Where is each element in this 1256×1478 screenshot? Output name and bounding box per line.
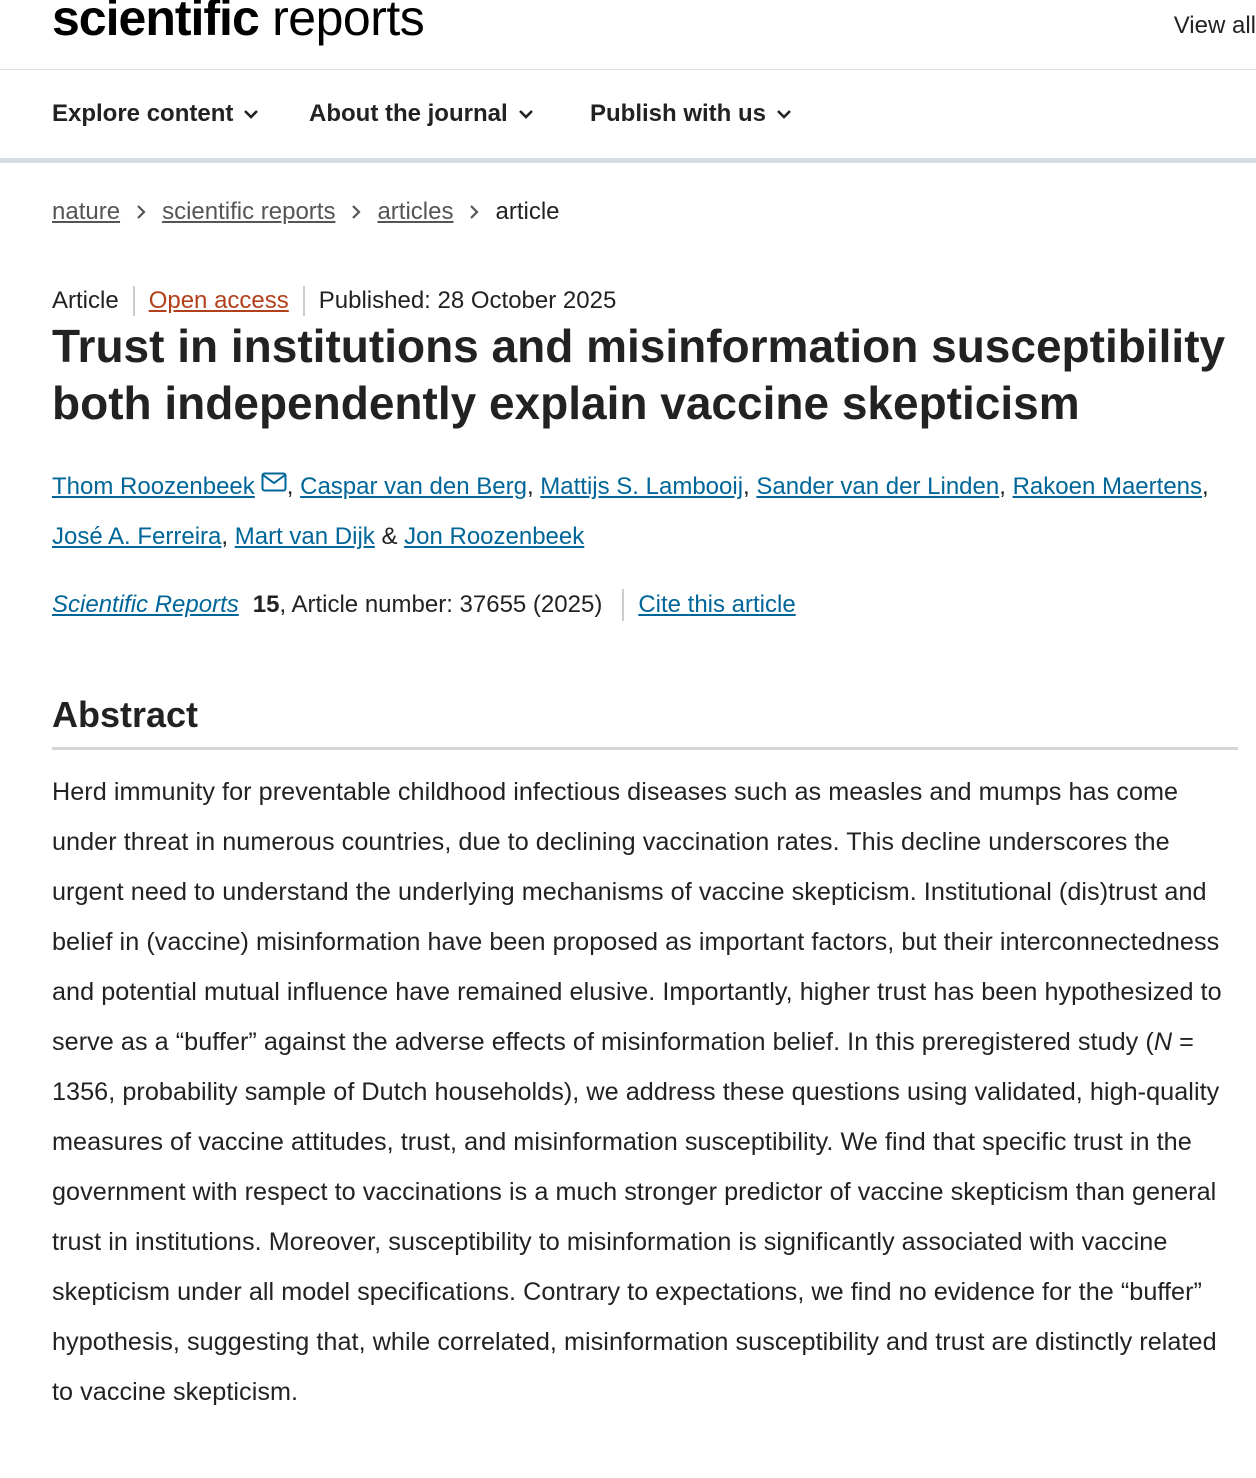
chevron-right-icon bbox=[349, 205, 363, 219]
nav-about-journal-label: About the journal bbox=[309, 100, 508, 127]
citation-divider bbox=[622, 589, 624, 621]
chevron-down-icon bbox=[243, 106, 259, 122]
article-meta bbox=[52, 286, 616, 316]
nav-publish-with-us-label: Publish with us bbox=[590, 100, 767, 127]
author-link[interactable]: Sander van der Linden bbox=[756, 473, 1000, 500]
author-separator: , bbox=[743, 473, 757, 500]
author-link[interactable]: Thom Roozenbeek bbox=[52, 473, 255, 500]
author-separator: & bbox=[374, 523, 405, 550]
breadcrumb-nature[interactable]: nature bbox=[52, 198, 121, 225]
author-link[interactable]: Jon Roozenbeek bbox=[404, 523, 585, 550]
chevron-right-icon bbox=[467, 205, 481, 219]
abstract-text-part-1: Herd immunity for preventable childhood infectious diseases such as measles and mumps has come under threat in numerous countries, due to declining vaccination rates. This decline underscores the urgent need to understand the underlying mechanisms of vaccine skepticism. Institutional (dis)trust and belief in (vaccine) misinformation have been proposed as important factors, but their interconnectedness and potential mutual influence have remained elusive. Importantly, higher trust has been hypothesized to serve as a “buffer” against the adverse effects of misinformation belief. In this preregistered study ( bbox=[52, 778, 1222, 1056]
site-header bbox=[0, 0, 1256, 70]
breadcrumb-current: article bbox=[495, 198, 560, 225]
nav-explore-content-label: Explore content bbox=[52, 100, 234, 127]
main-nav bbox=[0, 70, 1256, 163]
abstract-divider bbox=[52, 747, 1238, 750]
cite-this-article-link[interactable]: Cite this article bbox=[638, 591, 796, 618]
chevron-down-icon bbox=[776, 106, 792, 122]
sample-size-symbol: N bbox=[1153, 1028, 1173, 1056]
chevron-right-icon bbox=[134, 205, 148, 219]
nav-explore-content[interactable] bbox=[52, 100, 259, 128]
author-list bbox=[52, 462, 1252, 562]
breadcrumb bbox=[52, 198, 560, 226]
author-separator: , bbox=[286, 473, 301, 500]
open-access-link[interactable]: Open access bbox=[148, 287, 289, 314]
breadcrumb-scientific-reports[interactable]: scientific reports bbox=[162, 198, 336, 225]
author-separator: , bbox=[221, 523, 235, 550]
breadcrumb-articles[interactable]: articles bbox=[377, 198, 454, 225]
logo-bold-text: scientific bbox=[52, 0, 259, 46]
article-type: Article bbox=[52, 287, 119, 314]
meta-divider bbox=[303, 286, 305, 316]
author-link[interactable]: Rakoen Maertens bbox=[1012, 473, 1203, 500]
abstract-text-part-2: = 1356, probability sample of Dutch households), we address these questions using validated, high-quality measures of vaccine attitudes, trust, and misinformation susceptibility. We find that specific trust in the government with respect to vaccinations is a much stronger predictor of vaccine skepticism than general trust in institutions. Moreover, susceptibility to misinformation is significantly associated with vaccine skepticism under all model specifications. Contrary to expectations, we find no evidence for the “buffer” hypothesis, suggesting that, while correlated, misinformation susceptibility and trust are distinctly related to vaccine skepticism. bbox=[52, 1028, 1220, 1406]
author-separator: , bbox=[1202, 473, 1209, 500]
author-link[interactable]: Mattijs S. Lambooij bbox=[540, 473, 744, 500]
mail-icon[interactable] bbox=[261, 472, 287, 492]
abstract-heading: Abstract bbox=[52, 694, 199, 735]
volume-number: 15 bbox=[252, 591, 280, 618]
logo-light-text: reports bbox=[272, 0, 425, 46]
abstract-text bbox=[52, 767, 1238, 1417]
author-link[interactable]: José A. Ferreira bbox=[52, 523, 222, 550]
author-link[interactable]: Mart van Dijk bbox=[234, 523, 375, 550]
published-date: Published: 28 October 2025 bbox=[318, 287, 617, 314]
author-separator: , bbox=[999, 473, 1013, 500]
journal-logo[interactable] bbox=[52, 0, 424, 48]
nav-about-journal[interactable] bbox=[309, 100, 534, 128]
meta-divider bbox=[133, 286, 135, 316]
article-title: Trust in institutions and misinformation susceptibility both independently explain vaccine skepticism bbox=[52, 320, 1226, 429]
author-separator: , bbox=[526, 473, 541, 500]
chevron-down-icon bbox=[518, 106, 534, 122]
journal-link[interactable]: Scientific Reports bbox=[52, 591, 239, 618]
nav-publish-with-us[interactable] bbox=[590, 100, 792, 128]
author-link[interactable]: Caspar van den Berg bbox=[300, 473, 527, 500]
citation-line bbox=[52, 589, 796, 621]
article-number: , Article number: 37655 (2025) bbox=[279, 591, 603, 618]
view-all-journals-link[interactable]: View all bbox=[1173, 12, 1256, 39]
